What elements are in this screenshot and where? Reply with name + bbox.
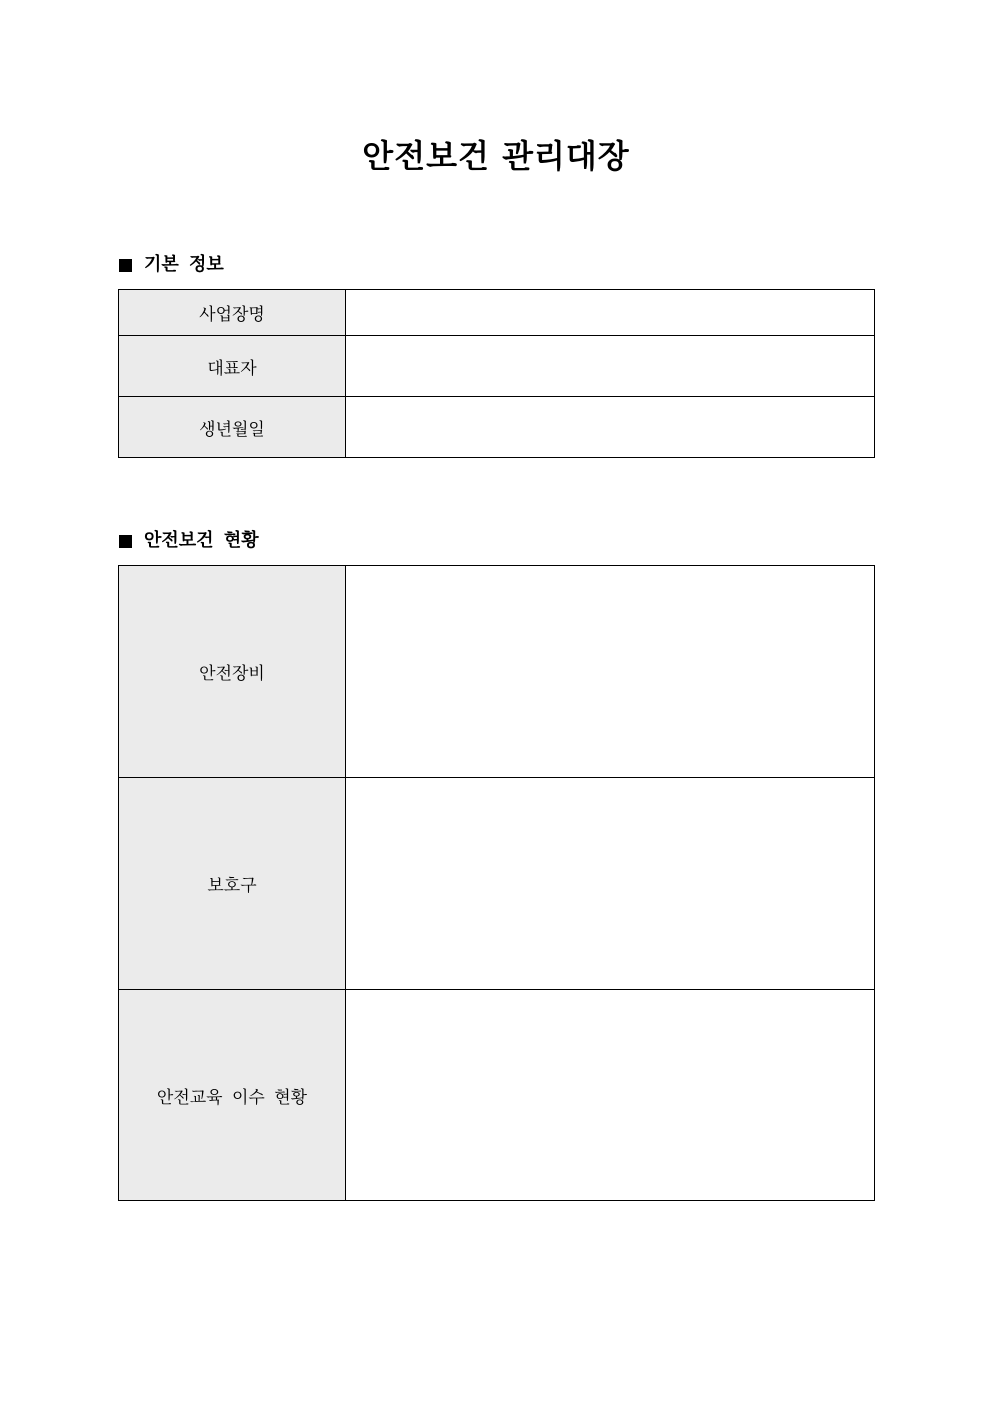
section-heading-safety-status <box>119 529 259 553</box>
label-representative: 대표자 <box>119 336 346 397</box>
safety-equipment-field[interactable] <box>346 566 875 778</box>
table-row <box>119 778 875 990</box>
label-protective-gear: 보호구 <box>119 778 346 990</box>
safety-training-status-field[interactable] <box>346 990 875 1201</box>
table-row <box>119 397 875 458</box>
label-safety-equipment: 안전장비 <box>119 566 346 778</box>
square-bullet-icon <box>119 535 132 548</box>
section-heading-text: 기본 정보 <box>144 254 224 275</box>
square-bullet-icon <box>119 259 132 272</box>
protective-gear-field[interactable] <box>346 778 875 990</box>
basic-info-table <box>118 289 875 458</box>
label-business-name: 사업장명 <box>119 290 346 336</box>
table-row <box>119 290 875 336</box>
table-row <box>119 990 875 1201</box>
label-birth-date: 생년월일 <box>119 397 346 458</box>
business-name-field[interactable] <box>346 290 875 336</box>
label-safety-training-status: 안전교육 이수 현황 <box>119 990 346 1201</box>
table-row <box>119 336 875 397</box>
safety-status-table <box>118 565 875 1201</box>
birth-date-field[interactable] <box>346 397 875 458</box>
section-heading-text: 안전보건 현황 <box>144 530 259 551</box>
representative-field[interactable] <box>346 336 875 397</box>
table-row <box>119 566 875 778</box>
section-heading-basic-info <box>119 253 224 277</box>
document-title: 안전보건 관리대장 <box>362 137 630 175</box>
